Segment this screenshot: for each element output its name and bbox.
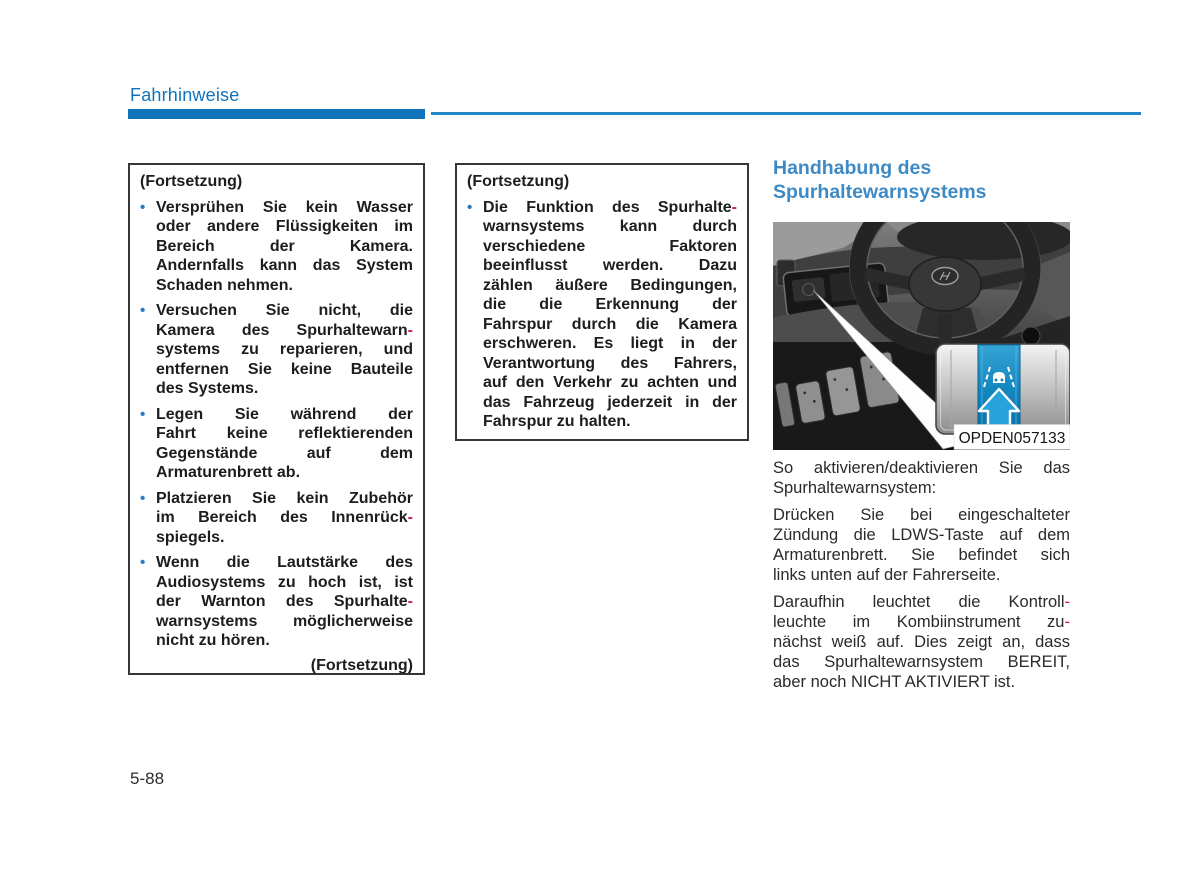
notice-box-1 — [128, 163, 425, 675]
text-line: nicht zu hören. — [156, 632, 270, 649]
bullet-text — [483, 198, 737, 432]
bullet-dot-icon: • — [140, 554, 146, 571]
red-hyphen: - — [407, 509, 413, 526]
text-line: erschweren. Es liegt in der — [483, 335, 737, 352]
text-line: Versuchen Sie nicht, die — [156, 302, 413, 319]
notice-box-title: (Fortsetzung) — [467, 173, 570, 190]
text-line: die die Erkennung der — [483, 296, 737, 313]
bullet-item — [467, 198, 737, 432]
text-line: leuchte im Kombiinstrument zu- — [773, 613, 1070, 631]
text-line: Die Funktion des Spurhalte- — [483, 198, 737, 216]
text-line: Schaden nehmen. — [156, 276, 293, 294]
text-line: beeinflusst werden. Dazu — [483, 257, 737, 274]
bullet-dot-icon: • — [140, 489, 146, 507]
text-line: im Bereich des Innenrück- — [156, 509, 413, 526]
notice-box-2 — [455, 163, 749, 441]
notice-box-footer: (Fortsetzung) — [310, 656, 413, 674]
notice-box-bullets — [140, 198, 413, 651]
paragraph — [773, 592, 1070, 692]
text-line: Spurhaltewarnsystem: — [773, 479, 937, 497]
text-line: Fahrspur zu halten. — [483, 413, 631, 430]
text-line: Fahrspur durch die Kamera — [483, 315, 737, 333]
bullet-dot-icon: • — [140, 302, 146, 319]
article-body — [773, 458, 1070, 699]
text-line: Legen Sie während der — [156, 405, 413, 423]
text-line: warnsystems kann durch — [483, 218, 737, 235]
header-rule-thin — [431, 112, 1141, 115]
red-hyphen: - — [1064, 613, 1070, 631]
bullet-dot-icon: • — [140, 198, 146, 216]
text-line: Wenn die Lautstärke des — [156, 554, 413, 571]
text-line: verschiedene Faktoren — [483, 237, 737, 255]
header-rule-thick — [128, 109, 425, 119]
text-line: auf den Verkehr zu achten und — [483, 374, 737, 391]
text-line: Daraufhin leuchtet die Kontroll- — [773, 593, 1070, 611]
text-line: das Fahrzeug jederzeit in der — [483, 393, 737, 411]
text-line: Verantwortung des Fahrers, — [483, 354, 737, 372]
red-hyphen: - — [1064, 593, 1070, 611]
text-line: des Systems. — [156, 380, 259, 397]
text-line: zählen äußere Bedingungen, — [483, 276, 737, 294]
text-line: der Warnton des Spurhalte- — [156, 593, 413, 610]
text-line: warnsystems möglicherweise — [156, 612, 413, 630]
red-hyphen: - — [407, 593, 413, 610]
red-hyphen: - — [731, 198, 737, 216]
bullet-item — [140, 553, 413, 651]
ldws-button-inset — [936, 344, 1070, 450]
bullet-text — [156, 301, 413, 399]
bullet-item — [140, 405, 413, 483]
red-hyphen: - — [407, 321, 413, 339]
text-line: Platzieren Sie kein Zubehör — [156, 489, 413, 507]
paragraph — [773, 458, 1070, 498]
text-line: aber noch NICHT AKTIVIERT ist. — [773, 673, 1016, 691]
paragraph — [773, 505, 1070, 585]
text-line: links unten auf der Fahrerseite. — [773, 566, 1001, 584]
text-line: So aktivieren/deaktivieren Sie das — [773, 459, 1070, 477]
text-line: spiegels. — [156, 528, 225, 546]
bullet-text — [156, 489, 413, 548]
text-line: entfernen Sie keine Bauteile — [156, 360, 413, 378]
bullet-text — [156, 553, 413, 651]
text-line: Armaturenbrett ab. — [156, 464, 301, 481]
bullet-item — [140, 489, 413, 548]
bullet-item — [140, 301, 413, 399]
hyundai-logo-icon — [932, 268, 958, 285]
notice-box-bullets — [467, 198, 737, 432]
bullet-text — [156, 198, 413, 296]
text-line: systems zu reparieren, und — [156, 341, 413, 358]
page-number: 5-88 — [130, 769, 165, 788]
text-line: Andernfalls kann das System — [156, 257, 413, 274]
article-heading-line: Handhabung des — [773, 157, 932, 179]
article-heading — [773, 156, 1103, 204]
interior-photo — [773, 222, 1070, 450]
text-line: Armaturenbrett. Sie befindet sich — [773, 546, 1070, 564]
notice-box-title: (Fortsetzung) — [140, 173, 243, 190]
text-line: Fahrt keine reflektierenden — [156, 425, 413, 442]
bullet-item — [140, 198, 413, 296]
text-line: Kamera des Spurhaltewarn- — [156, 321, 413, 339]
text-line: Drücken Sie bei eingeschalteter — [773, 506, 1070, 524]
text-line: das Spurhaltewarnsystem BEREIT, — [773, 653, 1070, 671]
bullet-dot-icon: • — [467, 198, 473, 216]
text-line: Audiosystems zu hoch ist, ist — [156, 573, 413, 591]
bullet-text — [156, 405, 413, 483]
text-line: Bereich der Kamera. — [156, 237, 413, 255]
article-heading-line: Spurhaltewarnsystems — [773, 181, 987, 203]
text-line: nächst weiß auf. Dies zeigt an, dass — [773, 633, 1070, 651]
text-line: Versprühen Sie kein Wasser — [156, 198, 413, 216]
section-title: Fahrhinweise — [130, 85, 240, 105]
image-caption: OPDEN057133 — [958, 430, 1066, 447]
bullet-dot-icon: • — [140, 405, 146, 423]
text-line: Zündung die LDWS-Taste auf dem — [773, 526, 1070, 544]
text-line: Gegenstände auf dem — [156, 444, 413, 462]
text-line: oder andere Flüssigkeiten im — [156, 218, 413, 235]
